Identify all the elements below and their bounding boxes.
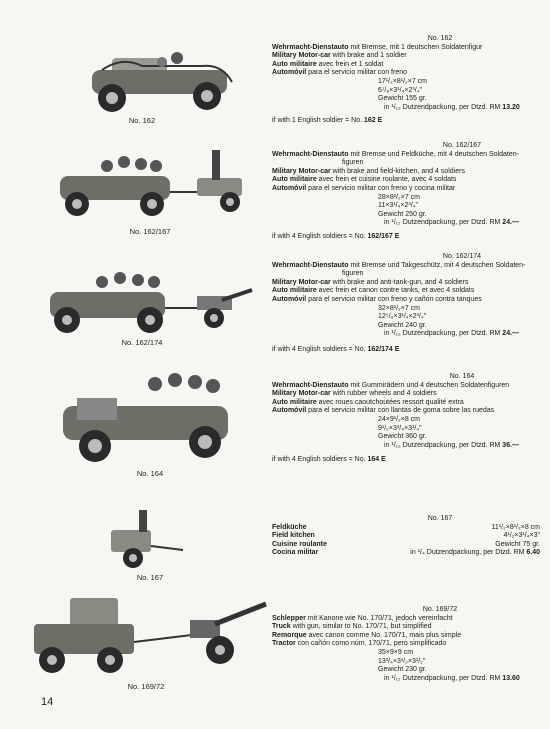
image-caption: No. 162/167: [129, 227, 171, 236]
item-number: No. 164: [449, 373, 475, 380]
entry-text: No. 167 Feldküche 11¹/₂×8¹/₂×8 cm Field kitchen 4¹/₂×3¹/₄×3" Cuisine roulante Gewicht 75 gr. Cocina militar in ¹/₄ Dutzendpackung, per Dtzd. RM 6.40: [272, 515, 540, 557]
item-number: No. 162/167: [442, 142, 482, 149]
item-number: No. 162: [427, 35, 453, 42]
english-soldier-variant: if with 4 English soldiers = No. 164 E: [272, 456, 386, 463]
item-number: No. 167: [427, 515, 453, 522]
car-with-field-kitchen-image: [52, 148, 252, 220]
item-number: No. 162/174: [442, 253, 482, 260]
entry-text: No. 162/174 Wehrmacht-Dienstauto mit Bremse und Takgeschütz, mit 4 deutschen Soldaten- figuren Military Motor-car with brake and anti-tank-gun, and 4 soldiers Auto militaire avec frein et canon contre tanks, et avec 4 soldats Automóvil para el servicio militar con freno y cañón contra tanques 32×8¹/₂×7 cm 12⁵/₈×3¹/₄×2³/₄" Gewicht 240 gr. in ¹/₁₂ Dutzendpackung, per Dtzd. RM 24.—: [272, 253, 540, 339]
entry-text: No. 169/72 Schlepper mit Kanone wie No. 170/71, jedoch vereinfacht Truck with gun, similar to No. 170/71, but simplified Remorque avec canon comme No. 170/71, mais plus simple Tractor con cañón como núm. 170/71, pero simplificado 35×9×9 cm 13³/₄×3¹/₂×3¹/₂" Gewicht 230 gr. in ¹/₁₂ Dutzendpackung, per Dtzd. RM 13.60: [272, 606, 540, 683]
field-kitchen-image: [103, 508, 187, 570]
tractor-with-gun-image: [30, 594, 270, 678]
english-soldier-variant: if with 4 English soldiers = No. 162/167 E: [272, 233, 400, 240]
entry-text: No. 162 Wehrmacht-Dienstauto mit Bremse, mit 1 deutschen Soldatenfigur Military Motor-car with brake and 1 soldier Auto militaire avec frein et 1 soldat Automóvil para el servicio militar con freno 17¹/₂×8¹/₂×7 cm 6⁷/₈×3¹/₄×2³/₄" Gewicht 155 gr. in ¹/₁₂ Dutzendpackung, per Dtzd. RM 13.20: [272, 35, 540, 112]
image-caption: No. 167: [136, 573, 164, 582]
entry-text: No. 162/167 Wehrmacht-Dienstauto mit Bremse und Feldküche, mit 4 deutschen Soldaten- figuren Military Motor-car with brake and field-kitchen, and 4 soldiers Auto militaire avec frein et cuisine roulante, avec 4 soldats Automóvil para el servicio militar con freno y cocina militar 28×8¹/₂×7 cm 11×3¹/₄×2³/₄" Gewicht 250 gr. in ¹/₁₂ Dutzendpackung, per Dtzd. RM 24.—: [272, 142, 540, 228]
image-caption: No. 162/174: [121, 338, 163, 347]
image-caption: No. 164: [136, 469, 164, 478]
car-with-anti-tank-gun-image: [42, 268, 254, 336]
english-soldier-variant: if with 4 English soldiers = No. 162/174 E: [272, 346, 400, 353]
image-caption: No. 169/72: [127, 682, 165, 691]
staff-car-164-image: [55, 368, 237, 466]
page-number: 14: [41, 696, 54, 708]
entry-text: No. 164 Wehrmacht-Dienstauto mit Gummirädern und 4 deutschen Soldatenfiguren Military Motor-car with rubber wheels and 4 soldiers Auto militaire avec roues caoutchoutées ressort qualité extra Automóvil para el servicio militar con llantas de goma sobre las ruedas 24×9¹/₂×8 cm 9¹/₂×3³/₄×3¹/₄" Gewicht 360 gr. in ¹/₁₂ Dutzendpackung, per Dtzd. RM 36.—: [272, 373, 540, 450]
item-number: No. 169/72: [422, 606, 458, 613]
image-caption: No. 162: [128, 116, 156, 125]
military-car-162-image: [82, 38, 240, 118]
english-soldier-variant: if with 1 English soldier = No. 162 E: [272, 117, 383, 124]
